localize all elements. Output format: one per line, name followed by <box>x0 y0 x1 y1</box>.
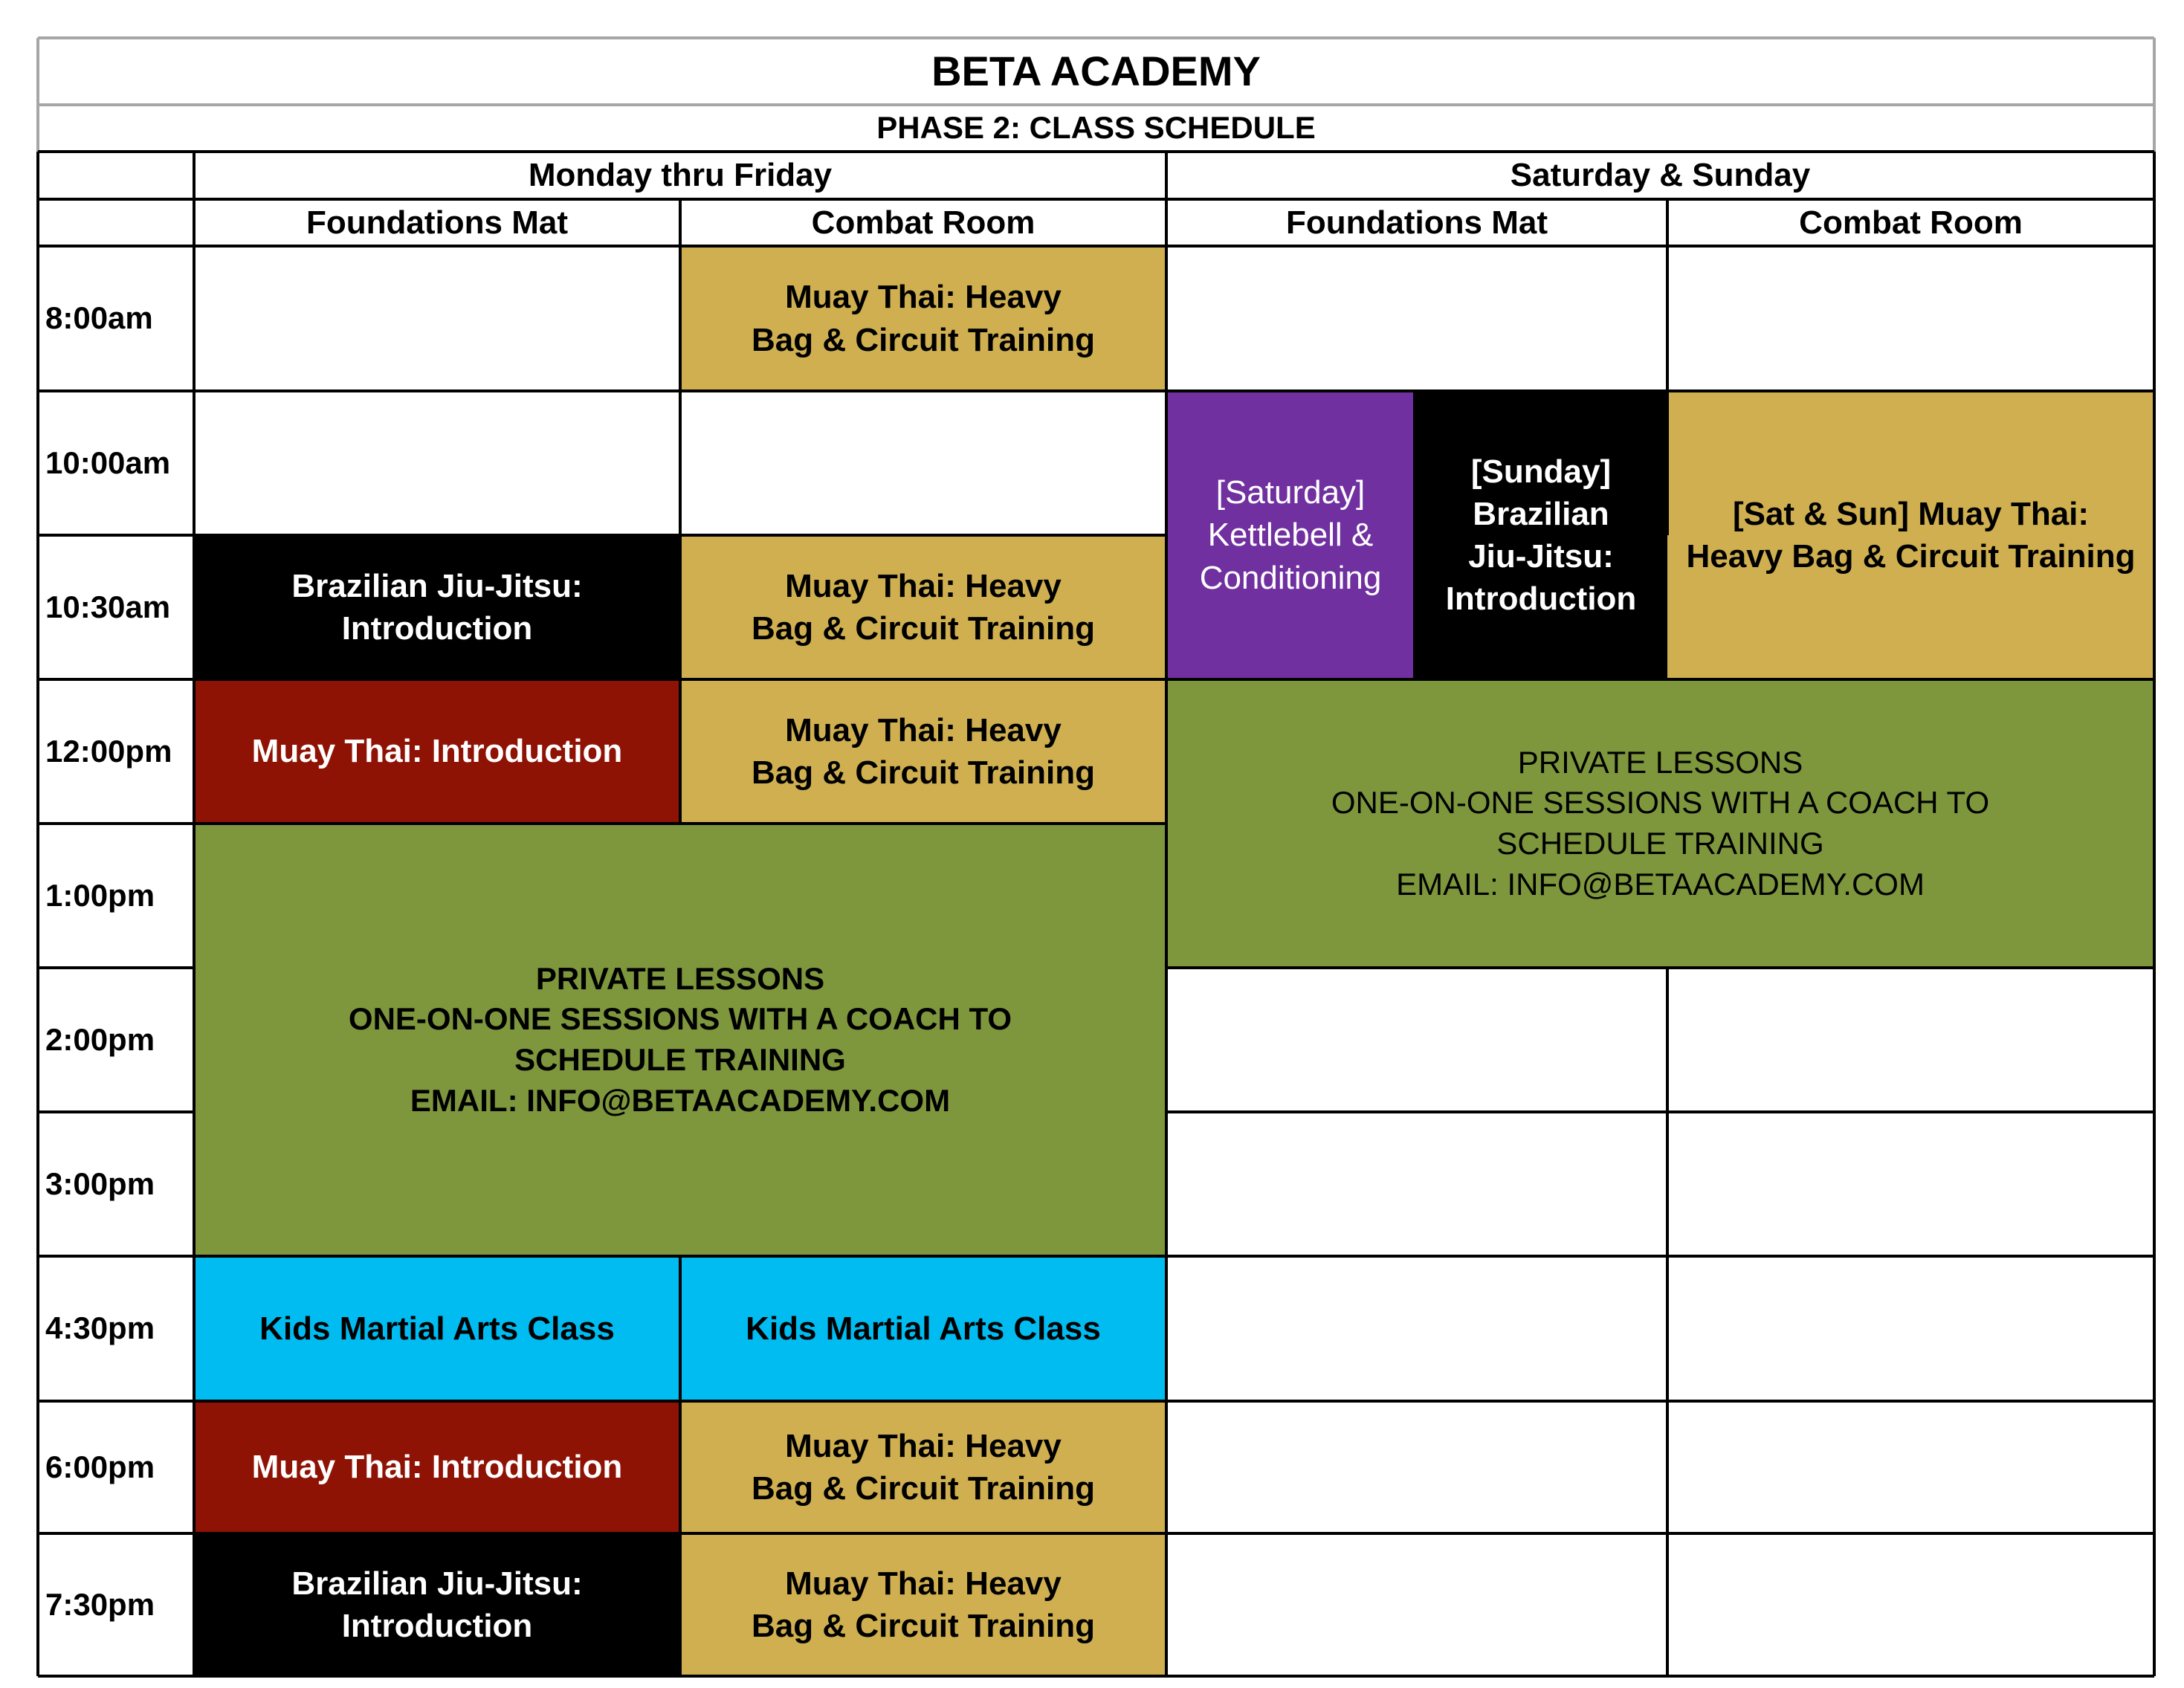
class-text-line: ONE-ON-ONE SESSIONS WITH A COACH TO <box>1331 785 1990 821</box>
time-slot-label: 6:00pm <box>45 1449 155 1484</box>
class-text <box>1446 450 1637 621</box>
grid-line <box>38 1255 194 1258</box>
class-text-line: Muay Thai: Introduction <box>251 1449 623 1486</box>
grid-line <box>1166 678 2154 681</box>
class-text-line: Introduction <box>341 1608 533 1644</box>
class-text <box>752 1562 1095 1647</box>
grid-line <box>36 38 39 152</box>
class-text <box>752 276 1095 360</box>
class-text <box>752 709 1095 794</box>
class-text <box>349 959 1012 1121</box>
grid-line <box>38 1532 194 1535</box>
class-kids-martial-arts <box>680 1256 1166 1401</box>
grid-line <box>38 245 2154 248</box>
grid-line <box>38 822 194 825</box>
class-text <box>752 565 1095 650</box>
class-text-line: EMAIL: INFO@BETAACADEMY.COM <box>410 1082 951 1118</box>
class-text-line: Heavy Bag & Circuit Training <box>1686 538 2136 575</box>
class-text-line: Muay Thai: Heavy <box>785 1565 1062 1602</box>
grid-line <box>1166 1110 2154 1113</box>
class-muay-thai-heavy-bag <box>680 1533 1166 1676</box>
grid-line <box>38 678 194 681</box>
class-text <box>1687 493 2136 578</box>
class-text-line: Conditioning <box>1199 559 1382 596</box>
grid-line <box>38 966 194 969</box>
time-slot-label: 8:00am <box>45 300 153 336</box>
class-text-line: Kettlebell & <box>1207 517 1374 554</box>
class-text-line: Brazilian <box>1473 495 1609 532</box>
grid-line <box>194 1532 1166 1535</box>
class-muay-thai-heavy-bag <box>680 679 1166 824</box>
class-text-line: Bag & Circuit Training <box>751 1608 1096 1644</box>
grid-line <box>38 389 194 392</box>
grid-line <box>38 103 2154 106</box>
time-slot-label: 12:00pm <box>45 733 172 769</box>
grid-line <box>194 534 1166 537</box>
page-title: BETA ACADEMY <box>931 47 1261 94</box>
class-text <box>291 1562 582 1647</box>
class-text-line: [Saturday] <box>1215 474 1366 511</box>
room-header: Foundations Mat <box>1286 204 1548 241</box>
grid-line <box>194 822 1166 825</box>
room-header: Combat Room <box>811 204 1036 241</box>
grid-line <box>1666 968 1669 1676</box>
class-text-line: Introduction <box>341 610 533 647</box>
class-text-line: SCHEDULE TRAINING <box>1496 826 1824 861</box>
grid-line <box>679 199 682 246</box>
grid-line <box>193 152 196 1676</box>
grid-line <box>38 1110 194 1113</box>
grid-line <box>679 1256 682 1676</box>
class-text <box>252 730 623 772</box>
grid-line <box>1165 152 1168 1676</box>
class-text-line: ONE-ON-ONE SESSIONS WITH A COACH TO <box>348 1001 1012 1037</box>
class-text-line: Muay Thai: Heavy <box>785 567 1062 604</box>
day-group-header: Monday thru Friday <box>528 157 833 194</box>
class-bjj-intro <box>194 535 680 679</box>
class-sunday-bjj-intro <box>1415 391 1667 679</box>
class-text-line: Bag & Circuit Training <box>751 1470 1096 1507</box>
grid-line <box>1166 1400 2154 1403</box>
class-text <box>752 1425 1095 1510</box>
class-text <box>746 1307 1101 1350</box>
class-text-line: Brazilian Jiu-Jitsu: <box>291 567 583 604</box>
time-slot-label: 2:00pm <box>45 1021 155 1057</box>
grid-line <box>36 152 39 1676</box>
class-text-line: Bag & Circuit Training <box>751 321 1096 358</box>
class-private-lessons-weekend <box>1166 679 2154 968</box>
class-private-lessons-weekday <box>194 824 1166 1256</box>
grid-line <box>2153 152 2156 1676</box>
class-text-line: EMAIL: INFO@BETAACADEMY.COM <box>1396 866 1925 902</box>
grid-line <box>38 198 2154 201</box>
grid-line <box>38 1675 2154 1678</box>
grid-line <box>38 1400 194 1403</box>
class-text-line: Bag & Circuit Training <box>751 754 1096 791</box>
time-slot-label: 7:30pm <box>45 1586 155 1622</box>
grid-line <box>38 534 194 537</box>
class-text-line: Kids Martial Arts Class <box>259 1310 615 1347</box>
grid-line <box>194 1255 1166 1258</box>
class-text-line: Introduction <box>1445 581 1637 618</box>
page-subtitle: PHASE 2: CLASS SCHEDULE <box>876 110 1316 146</box>
class-muay-thai-intro <box>194 679 680 824</box>
class-muay-thai-heavy-bag <box>680 246 1166 391</box>
class-text-line: Bag & Circuit Training <box>751 610 1096 647</box>
time-slot-label: 4:30pm <box>45 1310 155 1346</box>
class-text-line: Muay Thai: Heavy <box>785 711 1062 748</box>
class-text <box>252 1446 623 1488</box>
grid-line <box>1413 391 1416 679</box>
grid-line <box>2153 38 2156 152</box>
class-weekend-muay-thai <box>1667 391 2154 679</box>
class-text-line: [Sat & Sun] Muay Thai: <box>1732 495 2090 532</box>
grid-line <box>1166 1532 2154 1535</box>
class-muay-thai-heavy-bag <box>680 535 1166 679</box>
room-header: Combat Room <box>1799 204 2023 241</box>
class-text <box>1331 743 1989 905</box>
time-slot-label: 10:30am <box>45 589 171 624</box>
class-text-line: [Sunday] <box>1470 453 1612 490</box>
grid-line <box>1166 389 2154 392</box>
grid-line <box>38 36 2154 39</box>
class-text-line: Jiu-Jitsu: <box>1468 538 1614 575</box>
class-text-line: PRIVATE LESSONS <box>535 960 825 996</box>
grid-line <box>38 150 2154 153</box>
class-text-line: Brazilian Jiu-Jitsu: <box>291 1565 583 1602</box>
class-saturday-kettlebell <box>1166 391 1415 679</box>
time-slot-label: 3:00pm <box>45 1165 155 1201</box>
grid-line <box>194 678 1166 681</box>
class-text-line: Muay Thai: Introduction <box>251 733 623 770</box>
class-text-line: SCHEDULE TRAINING <box>514 1042 846 1077</box>
grid-line <box>1166 966 2154 969</box>
time-slot-label: 1:00pm <box>45 877 155 913</box>
class-bjj-intro <box>194 1533 680 1676</box>
grid-line <box>194 1400 1166 1403</box>
class-text-line: PRIVATE LESSONS <box>1517 744 1803 780</box>
class-kids-martial-arts <box>194 1256 680 1401</box>
class-text-line: Muay Thai: Heavy <box>785 279 1062 316</box>
time-slot-label: 10:00am <box>45 444 171 480</box>
grid-line <box>194 389 1166 392</box>
class-text-line: Kids Martial Arts Class <box>746 1310 1101 1347</box>
class-text <box>1200 471 1382 599</box>
room-header: Foundations Mat <box>306 204 568 241</box>
class-muay-thai-heavy-bag <box>680 1401 1166 1533</box>
class-text-line: Muay Thai: Heavy <box>785 1427 1062 1464</box>
class-text <box>259 1307 615 1350</box>
class-muay-thai-intro <box>194 1401 680 1533</box>
grid-line <box>1166 1255 2154 1258</box>
class-text <box>291 565 582 650</box>
day-group-header: Saturday & Sunday <box>1510 157 1811 194</box>
grid-line <box>1666 199 1669 246</box>
